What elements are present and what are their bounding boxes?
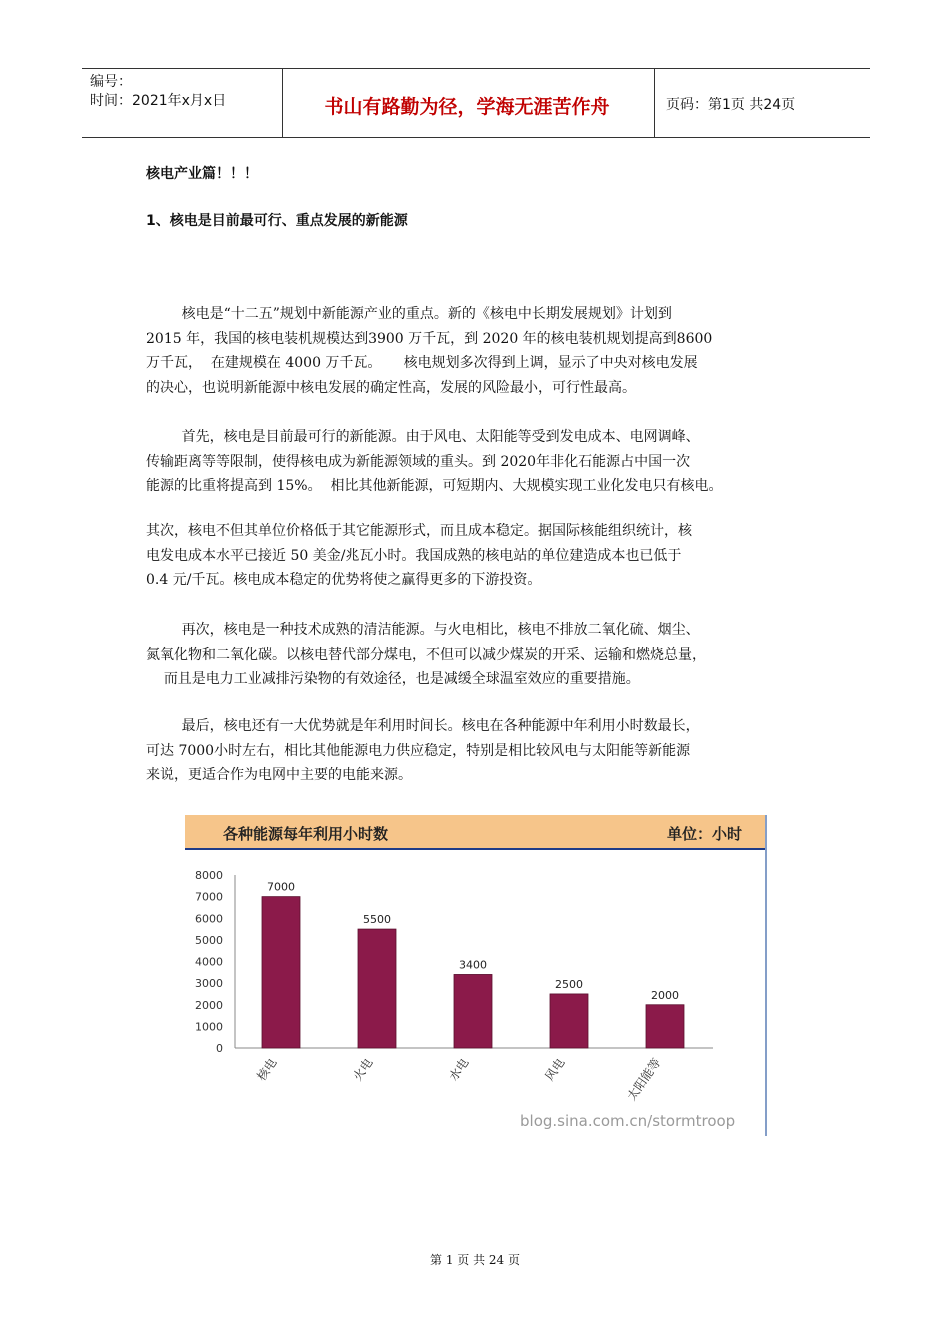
- y-tick-label: 1000: [195, 1020, 223, 1034]
- time-label: 时间：2021年x月x日: [90, 93, 227, 109]
- x-tick-label: 太阳能等: [624, 1055, 664, 1104]
- chart-unit-label: 单位：小时: [667, 825, 743, 843]
- section-heading: 1、核电是目前最可行、重点发展的新能源: [146, 213, 408, 229]
- chart-svg: [185, 812, 770, 1136]
- bars: [262, 897, 684, 1048]
- y-tick-label: 8000: [195, 869, 223, 882]
- y-tick-label: 5000: [195, 933, 223, 947]
- x-tick-label: 核电: [254, 1055, 280, 1084]
- paragraph-1: 核电是“十二五”规划中新能源产业的重点。新的《核电中长期发展规划》计划到 2015 年，我国的核电装机规模达到3900 万千瓦，到 2020 年的核电装机规划提高到8600 万千瓦， 在建规模在 4000 万千瓦。 核电规划多次得到上调，显示了中央对核电发展 的决心，也说明新能源中核电发展的确定性高，发展的风险最小，可行性最高。: [146, 306, 713, 396]
- y-tick-label: 0: [216, 1042, 223, 1055]
- y-tick-label: 4000: [195, 955, 223, 969]
- bar-chart: [185, 812, 770, 1136]
- bar: [646, 1005, 684, 1048]
- paragraph-4: 再次，核电是一种技术成熟的清洁能源。与火电相比，核电不排放二氧化硫、烟尘、 氮氧化物和二氧化碳。以核电替代部分煤电，不但可以减少煤炭的开采、运输和燃烧总量， 而且是电力工业减排污染物的有效途径，也是减缓全球温室效应的重要措施。: [146, 622, 706, 687]
- page-header: [82, 68, 870, 138]
- x-tick-labels: [253, 1055, 663, 1103]
- y-tick-label: 7000: [195, 890, 223, 904]
- bar: [358, 929, 396, 1048]
- page-footer: 第 1 页 共 24 页: [430, 1253, 520, 1267]
- bar: [262, 897, 300, 1048]
- document-title: 核电产业篇！！！: [146, 166, 258, 182]
- chart-title: 各种能源每年利用小时数: [223, 825, 389, 843]
- x-tick-label: 水电: [446, 1055, 472, 1084]
- chart-watermark: blog.sina.com.cn/stormtroop: [520, 1112, 736, 1130]
- value-label: 5500: [363, 913, 391, 927]
- value-label: 7000: [267, 880, 295, 894]
- paragraph-2: 首先，核电是目前最可行的新能源。由于风电、太阳能等受到发电成本、电网调峰、 传输距离等等限制，使得核电成为新能源领域的重头。到 2020年非化石能源占中国一次 能源的比重将提高到 15%。 相比其他新能源，可短期内、大规模实现工业化发电只有核电。: [146, 429, 723, 494]
- value-label: 2500: [555, 977, 583, 991]
- header-page-info: 页码：第1页 共24页: [666, 97, 796, 113]
- y-tick-labels: [195, 869, 223, 1055]
- header-divider: [654, 69, 655, 137]
- bar: [454, 974, 492, 1048]
- header-meta: [90, 73, 226, 111]
- x-tick-label: 火电: [350, 1055, 376, 1084]
- value-label: 3400: [459, 958, 487, 972]
- number-label: 编号：: [90, 74, 132, 90]
- value-label: 2000: [651, 988, 679, 1002]
- paragraph-5: 最后，核电还有一大优势就是年利用时间长。核电在各种能源中年利用小时数最长， 可达 7000小时左右，相比其他能源电力供应稳定，特别是相比较风电与太阳能等新能源 来说，更适合作为电网中主要的电能来源。: [146, 718, 700, 783]
- bar: [550, 994, 588, 1048]
- y-tick-label: 6000: [195, 912, 223, 926]
- header-motto: 书山有路勤为径，学海无涯苦作舟: [324, 96, 610, 118]
- y-tick-label: 3000: [195, 977, 223, 991]
- paragraph-3: 其次，核电不但其单位价格低于其它能源形式，而且成本稳定。据国际核能组织统计，核 电发电成本水平已接近 50 美金/兆瓦小时。我国成熟的核电站的单位建造成本也已低于 0.4 元/千瓦。核电成本稳定的优势将使之赢得更多的下游投资。: [146, 523, 692, 588]
- x-tick-label: 风电: [542, 1055, 568, 1084]
- y-tick-label: 2000: [195, 998, 223, 1012]
